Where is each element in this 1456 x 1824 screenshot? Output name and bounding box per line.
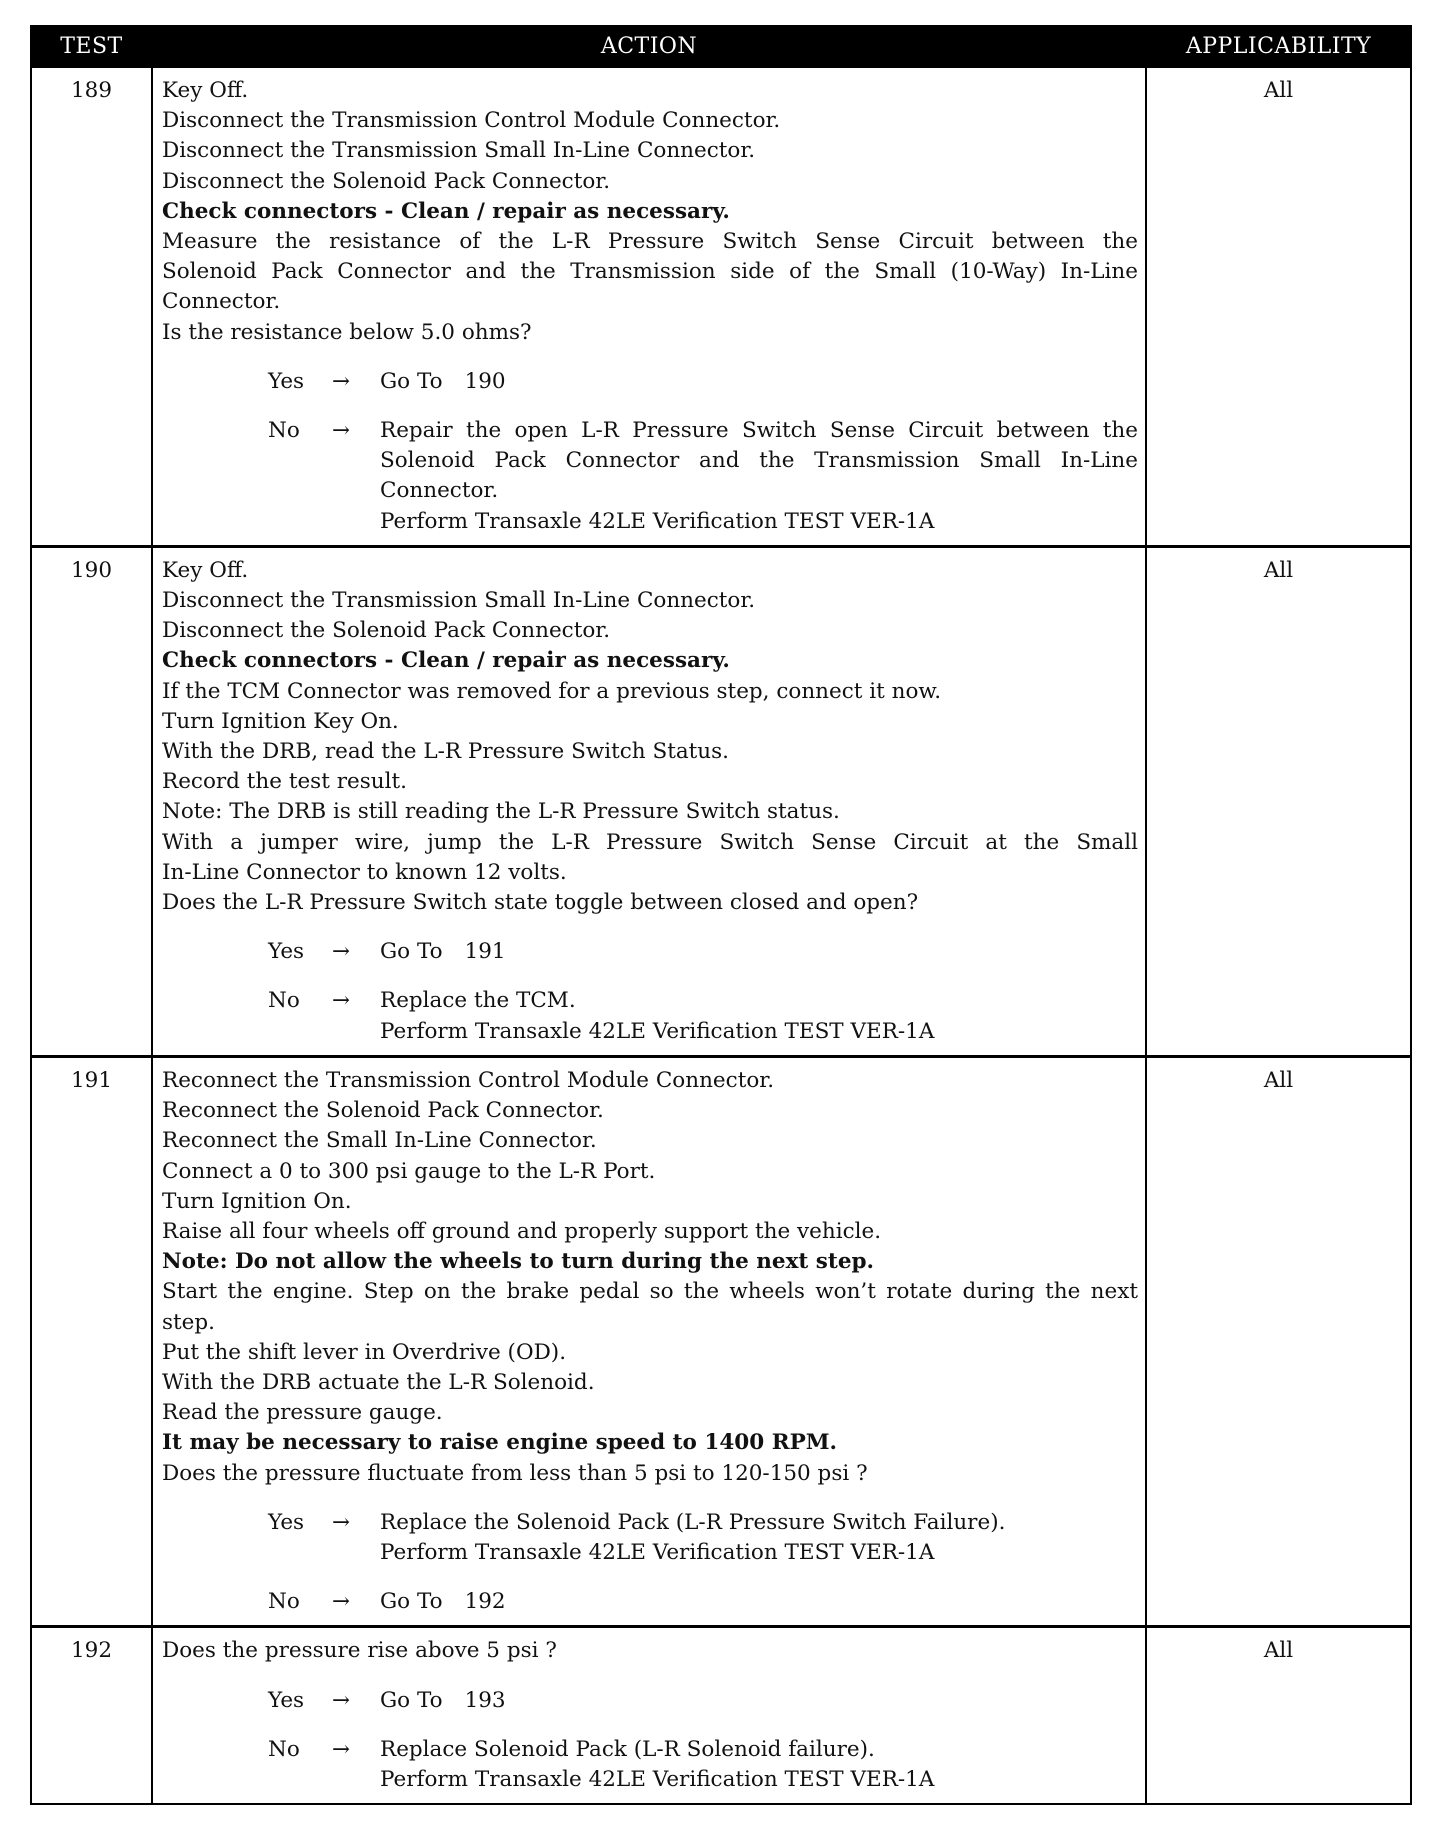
- step-text: Does the pressure fluctuate from less than 5 psi to 120-150 psi ?: [162, 1460, 868, 1486]
- step-text: Record the test result.: [162, 769, 407, 795]
- step-text: With the DRB, read the L-R Pressure Switch Status.: [162, 739, 730, 765]
- step-text: Does the L-R Pressure Switch state toggle between closed and open?: [162, 890, 919, 916]
- arrow-icon: →: [332, 939, 351, 965]
- step-text: Disconnect the Solenoid Pack Connector.: [162, 168, 611, 194]
- step-text: With the DRB actuate the L-R Solenoid.: [162, 1369, 595, 1395]
- goto-label: Go To: [380, 939, 443, 965]
- test-number: 190: [31, 546, 152, 1056]
- step-text: If the TCM Connector was removed for a previous step, connect it now.: [162, 678, 942, 704]
- step-text: With a jumper wire, jump the L-R Pressure Switch Sense Circuit at the Small: [162, 829, 1138, 855]
- step-text: Raise all four wheels off ground and properly support the vehicle.: [162, 1218, 882, 1244]
- step-text: Put the shift lever in Overdrive (OD).: [162, 1339, 567, 1365]
- answer-label: No: [268, 988, 300, 1014]
- no-response: [162, 1587, 1138, 1617]
- step-text: Note: Do not allow the wheels to turn during the next step.: [162, 1249, 875, 1275]
- action-cell: [152, 546, 1146, 1056]
- goto-test-number: 191: [464, 939, 506, 965]
- test-number: 189: [31, 67, 152, 547]
- applicability-value: All: [1146, 546, 1411, 1056]
- result-text: Perform Transaxle 42LE Verification TEST VER-1A: [380, 508, 935, 534]
- step-text: Disconnect the Transmission Small In-Line Connector.: [162, 138, 756, 164]
- step-text: Does the pressure rise above 5 psi ?: [162, 1638, 557, 1664]
- table-row: [31, 1627, 1411, 1804]
- answer-label: Yes: [268, 1687, 305, 1713]
- result-text: Perform Transaxle 42LE Verification TEST VER-1A: [380, 1018, 935, 1044]
- answer-label: Yes: [268, 368, 305, 394]
- answer-label: No: [268, 418, 300, 444]
- step-text: Turn Ignition Key On.: [162, 708, 399, 734]
- result-text: Perform Transaxle 42LE Verification TEST VER-1A: [380, 1539, 935, 1565]
- result-text: Replace Solenoid Pack (L-R Solenoid failure).: [380, 1736, 875, 1762]
- result-text: Replace the Solenoid Pack (L-R Pressure Switch Failure).: [380, 1509, 1006, 1535]
- answer-label: No: [268, 1589, 300, 1615]
- arrow-icon: →: [332, 418, 351, 444]
- table-row: [31, 1056, 1411, 1626]
- step-text: Disconnect the Transmission Control Module Connector.: [162, 108, 781, 134]
- step-text: Connect a 0 to 300 psi gauge to the L-R Port.: [162, 1158, 656, 1184]
- header-action: ACTION: [152, 26, 1146, 67]
- applicability-value: All: [1146, 1056, 1411, 1626]
- yes-response: [162, 367, 1138, 397]
- answer-label: No: [268, 1736, 300, 1762]
- step-text: Check connectors - Clean / repair as necessary.: [162, 648, 730, 674]
- goto-label: Go To: [380, 368, 443, 394]
- yes-response: [162, 1686, 1138, 1716]
- arrow-icon: →: [332, 988, 351, 1014]
- result-text: Connector.: [380, 478, 499, 504]
- no-response: [162, 1735, 1138, 1795]
- arrow-icon: →: [332, 1589, 351, 1615]
- yes-response: [162, 1508, 1138, 1568]
- table-header-row: [31, 26, 1411, 67]
- action-cell: [152, 67, 1146, 547]
- arrow-icon: →: [332, 1687, 351, 1713]
- step-text: Measure the resistance of the L-R Pressure Switch Sense Circuit between the: [162, 229, 1138, 255]
- result-text: Perform Transaxle 42LE Verification TEST VER-1A: [380, 1766, 935, 1792]
- step-text: It may be necessary to raise engine speed to 1400 RPM.: [162, 1430, 838, 1456]
- goto-label: Go To: [380, 1687, 443, 1713]
- action-cell: [152, 1056, 1146, 1626]
- diagnostic-procedure-table: [30, 25, 1412, 1805]
- step-text: Disconnect the Transmission Small In-Line Connector.: [162, 588, 756, 614]
- answer-label: Yes: [268, 939, 305, 965]
- step-text: Note: The DRB is still reading the L-R Pressure Switch status.: [162, 799, 840, 825]
- action-cell: [152, 1627, 1146, 1804]
- answer-label: Yes: [268, 1509, 305, 1535]
- step-text: Start the engine. Step on the brake pedal so the wheels won’t rotate during the next: [162, 1279, 1138, 1305]
- no-response: [162, 986, 1138, 1046]
- arrow-icon: →: [332, 1509, 351, 1535]
- result-text: Replace the TCM.: [380, 988, 576, 1014]
- result-text: Solenoid Pack Connector and the Transmission Small In-Line: [380, 448, 1138, 474]
- table-row: [31, 546, 1411, 1056]
- applicability-value: All: [1146, 1627, 1411, 1804]
- applicability-value: All: [1146, 67, 1411, 547]
- yes-response: [162, 937, 1138, 967]
- goto-test-number: 190: [464, 368, 506, 394]
- step-text: In-Line Connector to known 12 volts.: [162, 859, 567, 885]
- test-number: 192: [31, 1627, 152, 1804]
- test-number: 191: [31, 1056, 152, 1626]
- step-text: Solenoid Pack Connector and the Transmission side of the Small (10-Way) In-Line: [162, 259, 1138, 285]
- goto-test-number: 192: [464, 1589, 506, 1615]
- step-text: Reconnect the Small In-Line Connector.: [162, 1128, 597, 1154]
- goto-test-number: 193: [464, 1687, 506, 1713]
- step-text: Reconnect the Transmission Control Module Connector.: [162, 1067, 775, 1093]
- header-test: TEST: [31, 26, 152, 67]
- table-row: [31, 67, 1411, 547]
- step-text: Turn Ignition On.: [162, 1188, 352, 1214]
- step-text: step.: [162, 1309, 215, 1335]
- step-text: Key Off.: [162, 557, 249, 583]
- step-text: Disconnect the Solenoid Pack Connector.: [162, 618, 611, 644]
- arrow-icon: →: [332, 368, 351, 394]
- step-text: Check connectors - Clean / repair as necessary.: [162, 198, 730, 224]
- step-text: Connector.: [162, 289, 281, 315]
- result-text: Repair the open L-R Pressure Switch Sense Circuit between the: [380, 418, 1138, 444]
- header-applicability: APPLICABILITY: [1146, 26, 1411, 67]
- goto-label: Go To: [380, 1589, 443, 1615]
- step-text: Read the pressure gauge.: [162, 1400, 443, 1426]
- step-text: Is the resistance below 5.0 ohms?: [162, 319, 532, 345]
- no-response: [162, 416, 1138, 537]
- step-text: Key Off.: [162, 78, 249, 103]
- step-text: Reconnect the Solenoid Pack Connector.: [162, 1098, 604, 1124]
- arrow-icon: →: [332, 1736, 351, 1762]
